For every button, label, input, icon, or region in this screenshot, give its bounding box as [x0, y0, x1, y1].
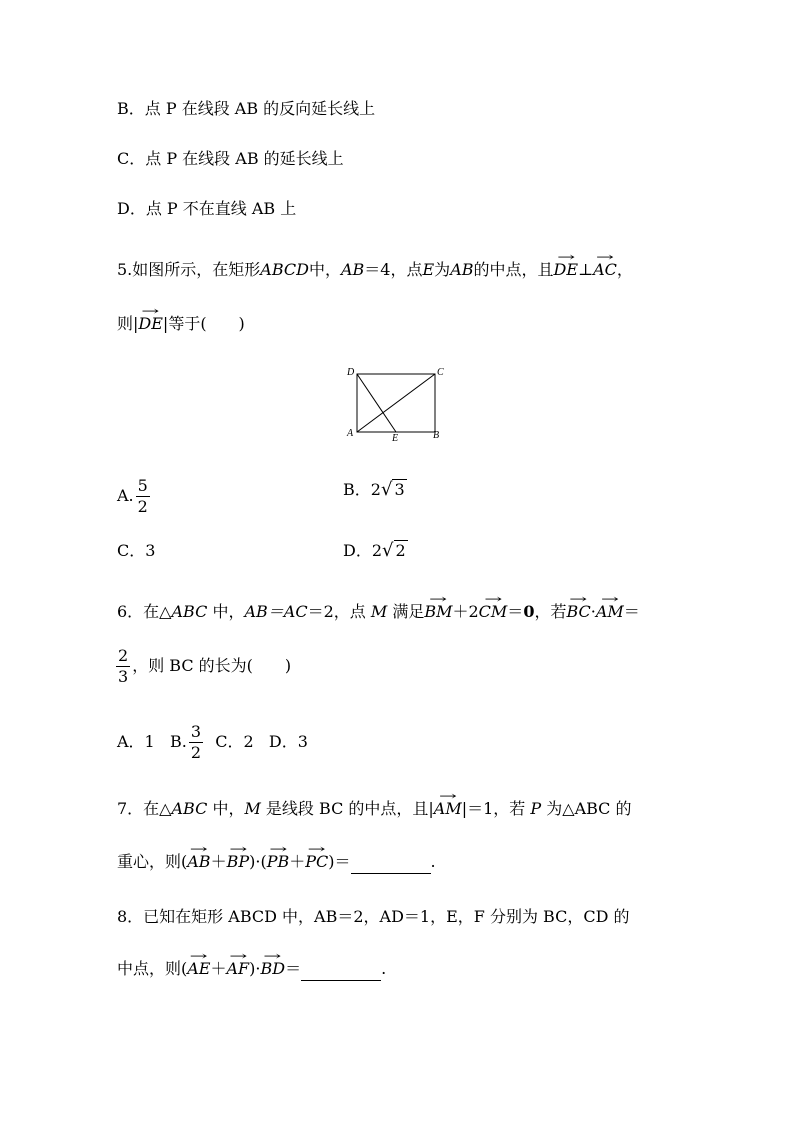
q6-options — [117, 722, 308, 763]
q4-option-d: D．点 P 不在直线 AB 上 — [117, 199, 297, 218]
vector-pb: → PB — [267, 846, 290, 874]
q5-option-d: D．2√ 2 — [343, 540, 406, 561]
vector-am: → AM — [596, 596, 624, 624]
vector-de: → DE — [554, 254, 579, 282]
label-a: A — [347, 428, 354, 439]
vector-am: → AM — [434, 793, 462, 821]
vector-ac: → AC — [593, 254, 617, 282]
q7-stem-line1: 7．在△ABC 中，M 是线段 BC 的中点，且|→ AM|＝1，若 P 为△ABC 的 — [117, 793, 632, 821]
q5-option-c: C．3 — [117, 541, 156, 560]
q6-option-c: C．2 — [215, 732, 254, 751]
q8-stem-line1: 8．已知在矩形 ABCD 中，AB＝2，AD＝1，E，F 分别为 BC，CD 的 — [117, 907, 630, 926]
label-b: B — [433, 430, 440, 441]
q5-rectangle-figure — [340, 362, 450, 444]
q5-stem-line1: 5.如图所示，在矩形ABCD中，AB＝4，点E为AB的中点，且→ DE⊥→ AC， — [117, 254, 633, 282]
vector-ab: → AB — [187, 846, 210, 874]
label-c: C — [437, 367, 444, 378]
vector-af: → AF — [227, 953, 250, 981]
answer-blank[interactable] — [351, 855, 431, 874]
q4-option-b: B．点 P 在线段 AB 的反向延长线上 — [117, 99, 376, 118]
vector-de: → DE — [138, 308, 163, 336]
vector-pc: → PC — [305, 846, 328, 874]
q5-option-b: B．2√ 3 — [343, 479, 405, 500]
q6-option-b: B. $\frac{3}{2}$ — [170, 722, 202, 762]
q6-option-a: A．1 — [117, 732, 155, 751]
vector-bd: → BD — [260, 953, 285, 981]
q6-option-d: D．3 — [268, 732, 308, 751]
q4-option-c: C．点 P 在线段 AB 的延长线上 — [117, 149, 344, 168]
label-d: D — [347, 367, 355, 378]
vector-bc: → BC — [566, 596, 590, 624]
segment-de — [357, 374, 396, 432]
q6-stem-line2: $\frac{2}{3}$ ，则 BC 的长为( ) — [118, 646, 292, 686]
q8-stem-line2: 中点，则(→ AE＋→ AF)·→ BD＝ . — [117, 953, 386, 981]
diagonal-ac — [357, 374, 435, 432]
q7-stem-line2: 重心，则(→ AB＋→ BP)·(→ PB＋→ PC)＝ . — [117, 846, 436, 874]
q5-stem-line2: 则|→ DE|等于( ) — [117, 308, 245, 336]
vector-bm: → BM — [424, 596, 452, 624]
vector-ae: → AE — [187, 953, 210, 981]
q6-stem-line1: 6．在△ABC 中，AB＝AC＝2，点 M 满足→ BM＋2→ CM＝0，若→ BC·→ AM＝ — [117, 596, 640, 624]
vector-cm: → CM — [479, 596, 508, 624]
answer-blank[interactable] — [301, 962, 381, 981]
vector-bp: → BP — [227, 846, 250, 874]
q5-option-a: A. $\frac{5}{2}$ — [117, 476, 148, 516]
label-e: E — [392, 433, 399, 444]
